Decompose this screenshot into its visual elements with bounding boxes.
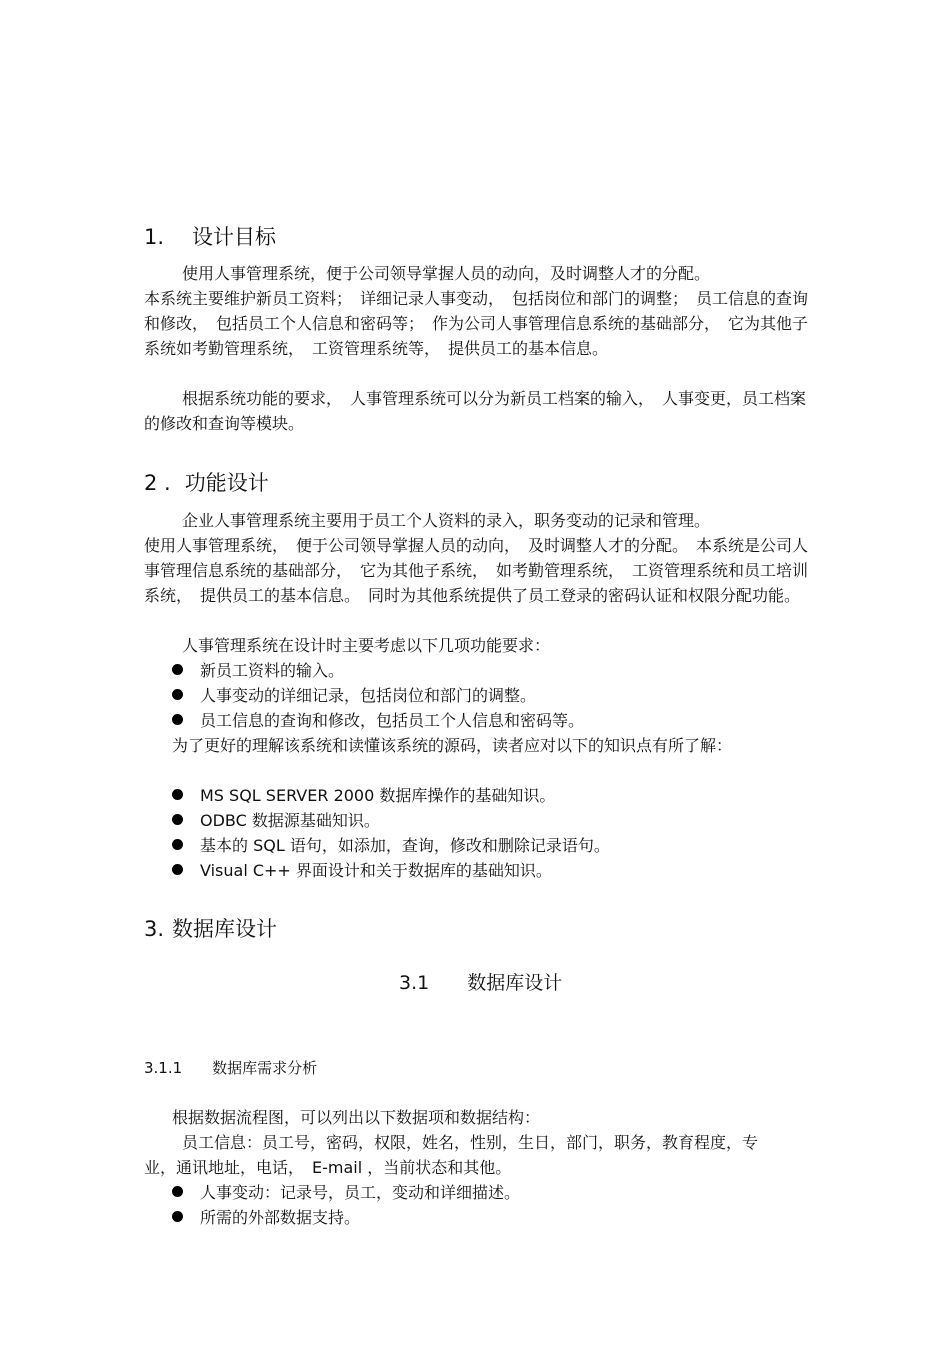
bullet-icon — [172, 789, 183, 800]
data-items-list — [172, 1180, 792, 1230]
list-item: 人事变动：记录号，员工，变动和详细描述。 — [172, 1180, 792, 1205]
section-2-heading — [144, 470, 809, 496]
paragraph: 根据数据流程图，可以列出以下数据项和数据结构： — [172, 1108, 541, 1127]
bullet-icon — [172, 1186, 183, 1197]
section-title: 设计目标 — [192, 225, 277, 249]
section-number: 1. — [144, 225, 165, 249]
list-item: ODBC 数据源基础知识。 — [172, 808, 792, 833]
requirements-intro: 人事管理系统在设计时主要考虑以下几项功能要求： — [182, 636, 551, 655]
bullet-icon — [172, 839, 183, 850]
paragraph: 企业人事管理系统主要用于员工个人资料的录入，职务变动的记录和管理。 — [182, 511, 711, 530]
knowledge-intro: 为了更好的理解该系统和读懂该系统的源码，读者应对以下的知识点有所了解： — [172, 736, 733, 755]
paragraph: 根据系统功能的要求， 人事管理系统可以分为新员工档案的输入， 人事变更，员工档案的修改和查询等模块。 — [144, 389, 807, 433]
subsection-heading: 3.1 数据库设计 — [399, 972, 563, 994]
paragraph: 使用人事管理系统， 便于公司领导掌握人员的动向， 及时调整人才的分配。 本系统是公司人事管理信息系统的基础部分， 它为其他子系统， 如考勤管理系统， 工资管理系统和员工培训系统， 提供员工的基本信息。 同时为其他系统提供了员工登录的密码认证和权限分配功能。 — [144, 536, 809, 605]
knowledge-list — [172, 783, 792, 883]
list-item: 基本的 SQL 语句，如添加，查询，修改和删除记录语句。 — [172, 833, 792, 858]
section-3-heading — [144, 916, 809, 942]
section-title: 功能设计 — [184, 471, 269, 495]
bullet-icon — [172, 689, 183, 700]
paragraph: 本系统主要维护新员工资料； 详细记录人事变动， 包括岗位和部门的调整； 员工信息的查询和修改， 包括员工个人信息和密码等； 作为公司人事管理信息系统的基础部分， 它为其他子系统如考勤管理系统， 工资管理系统等， 提供员工的基本信息。 — [144, 289, 809, 358]
list-item: MS SQL SERVER 2000 数据库操作的基础知识。 — [172, 783, 792, 808]
bullet-icon — [172, 1211, 183, 1222]
section-1-heading — [144, 224, 809, 250]
section-title: 数据库设计 — [172, 917, 278, 941]
list-item: 新员工资料的输入。 — [172, 658, 792, 683]
list-item: 人事变动的详细记录，包括岗位和部门的调整。 — [172, 683, 792, 708]
bullet-icon — [172, 714, 183, 725]
subsubsection-heading: 3.1.1 数据库需求分析 — [144, 1059, 318, 1077]
list-item: 员工信息的查询和修改，包括员工个人信息和密码等。 — [172, 708, 792, 733]
bullet-icon — [172, 814, 183, 825]
requirements-list — [172, 658, 792, 733]
list-item: Visual C++ 界面设计和关于数据库的基础知识。 — [172, 858, 792, 883]
paragraph: 员工信息：员工号，密码，权限，姓名，性别，生日，部门，职务，教育程度，专业，通讯地址，电话， E-mail ，当前状态和其他。 — [144, 1133, 759, 1177]
bullet-icon — [172, 864, 183, 875]
list-item: 所需的外部数据支持。 — [172, 1205, 792, 1230]
section-number: 2 . — [144, 471, 171, 495]
section-number: 3. — [144, 917, 165, 941]
bullet-icon — [172, 664, 183, 675]
paragraph: 使用人事管理系统，便于公司领导掌握人员的动向，及时调整人才的分配。 — [182, 264, 711, 283]
